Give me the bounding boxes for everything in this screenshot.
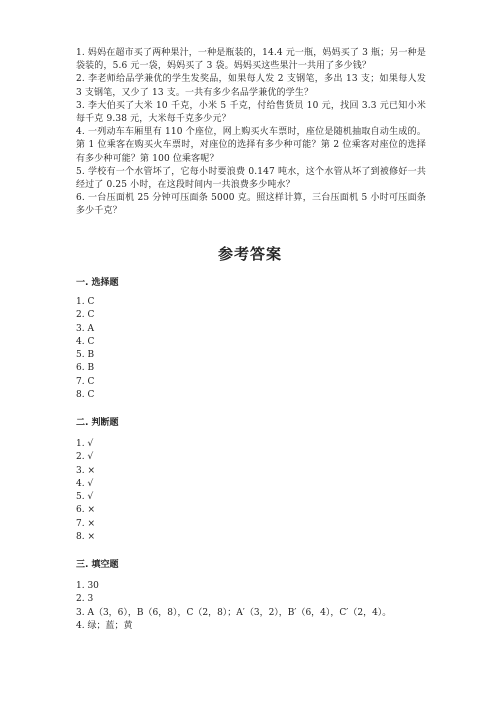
section-heading-choice: 一. 选择题	[76, 278, 119, 288]
problem-item: 3. 李大伯买了大米 10 千克，小米 5 千克，付给售货员 10 元，找回 3.3 元已知小米每千克 9.38 元，大米每千克多少元？	[76, 100, 426, 125]
answer-item: 1. 30	[76, 581, 99, 591]
answer-item: 8. C	[76, 390, 95, 401]
answer-item: 4. √	[76, 478, 94, 489]
section-heading-judge: 二. 判断题	[76, 418, 119, 428]
answer-item: 5. √	[76, 492, 94, 503]
answer-item: 2. 3	[76, 594, 94, 605]
answer-item: 3. A（3，6），B（6，8），C（2，8）；A′（3，2），B′（6，4），C′（2，4）。	[76, 607, 392, 618]
problem-item: 5. 学校有一个水管坏了，它每小时要浪费 0.147 吨水，这个水管从坏了到被修好一共经过了 0.25 小时，在这段时间内一共浪费多少吨水？	[76, 166, 426, 191]
section-heading-fill: 三. 填空题	[76, 560, 119, 570]
problem-item: 2. 李老师给品学兼优的学生发奖品，如果每人发 2 支钢笔，多出 13 支；如果每人发 3 支钢笔，又少了 13 支。一共有多少名品学兼优的学生？	[76, 74, 426, 98]
choice-answer-list	[76, 296, 94, 402]
answer-item: 1. √	[76, 439, 94, 449]
fill-answer-list	[76, 580, 426, 633]
answer-item: 7. C	[76, 376, 95, 387]
answer-item: 6. B	[76, 363, 95, 374]
answer-item: 1. C	[76, 297, 95, 307]
answer-item: 3. A	[76, 323, 94, 334]
answer-item: 5. B	[76, 350, 95, 361]
answer-item: 7. ×	[76, 518, 95, 529]
answer-item: 6. ×	[76, 505, 95, 516]
problem-item: 4. 一列动车车厢里有 110 个座位，网上购买火车票时，座位是随机抽取自动生成的。第 1 位乘客在购买火车票时，对座位的选择有多少种可能？第 2 位乘客对座位的选择有多少种可能？第 100 位乘客呢？	[76, 127, 426, 164]
answer-item: 4. C	[76, 336, 95, 347]
judge-answer-list	[76, 438, 95, 544]
problem-item: 1. 妈妈在超市买了两种果汁，一种是瓶装的，14.4 元一瓶，妈妈买了 3 瓶；另一种是袋装的，5.6 元一袋，妈妈买了 3 袋。妈妈买这些果汁一共用了多少钱？	[76, 48, 426, 72]
problem-item: 6. 一台压面机 25 分钟可压面条 5000 克。照这样计算，三台压面机 5 小时可压面条多少千克？	[76, 193, 426, 217]
answer-item: 2. C	[76, 310, 95, 321]
problem-list	[76, 47, 426, 219]
answer-item: 2. √	[76, 452, 94, 463]
answer-key-title: 参考答案	[217, 245, 282, 263]
answer-item: 3. ×	[76, 465, 95, 476]
answer-item: 4. 绿；蓝；黄	[76, 620, 133, 631]
answer-item: 8. ×	[76, 532, 95, 543]
